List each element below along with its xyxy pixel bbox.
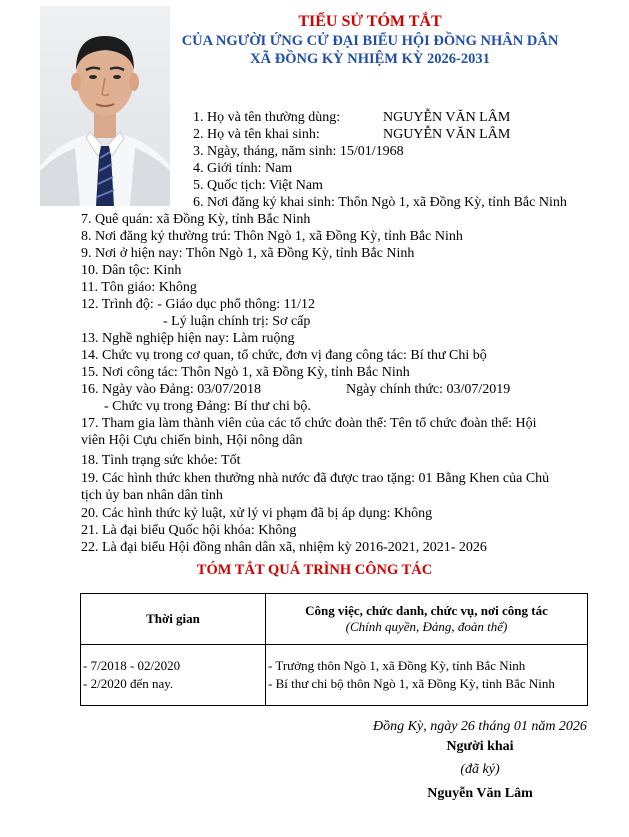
table-row (81, 645, 588, 706)
field-gender: 4. Giới tính: Nam (193, 161, 293, 176)
field-education: 12. Trình độ: - Giáo dục phổ thông: 11/12 (81, 297, 315, 312)
field-permanent-residence: 8. Nơi đăng ký thường trú: Thôn Ngò 1, xã Đồng Kỳ, tỉnh Bắc Ninh (81, 229, 463, 244)
field-organizations: 17. Tham gia làm thành viên của các tổ chức đoàn thể: Tên tổ chức đoàn thể: Hội (81, 416, 537, 431)
field-party-official-date: Ngày chính thức: 03/07/2019 (346, 382, 511, 397)
portrait-photo (40, 6, 170, 206)
field-national-assembly: 21. Là đại biểu Quốc hội khóa: Không (81, 523, 297, 538)
signature-place-date: Đồng Kỳ, ngày 26 tháng 01 năm 2026 (373, 719, 587, 734)
field-awards: 19. Các hình thức khen thưởng nhà nước đã được trao tặng: 01 Bằng Khen của Chủ (81, 471, 550, 486)
field-party-join-date: 16. Ngày vào Đảng: 03/07/2018 Ngày chính thức: 03/07/2019 (81, 382, 511, 397)
field-ethnicity: 10. Dân tộc: Kinh (81, 263, 182, 278)
field-council-terms: 22. Là đại biểu Hội đồng nhân dân xã, nhiệm kỳ 2016-2021, 2021- 2026 (81, 540, 487, 555)
column-header-subtitle: (Chính quyền, Đảng, đoàn thể) (345, 619, 508, 634)
field-current-residence: 9. Nơi ở hiện nay: Thôn Ngò 1, xã Đồng Kỳ, tỉnh Bắc Ninh (81, 246, 415, 261)
field-political-theory: - Lý luận chính trị: Sơ cấp (163, 314, 311, 329)
document-subtitle: CỦA NGƯỜI ỨNG CỬ ĐẠI BIỂU HỘI ĐỒNG NHÂN DÂN (181, 33, 559, 49)
field-dob: 3. Ngày, tháng, năm sinh: 15/01/1968 (193, 144, 404, 159)
field-health: 18. Tình trạng sức khỏe: Tốt (81, 453, 241, 468)
table-header-row (81, 594, 588, 645)
document-term: XÃ ĐỒNG KỲ NHIỆM KỲ 2026-2031 (250, 51, 490, 67)
field-workplace: 15. Nơi công tác: Thôn Ngò 1, xã Đồng Kỳ, tỉnh Bắc Ninh (81, 365, 410, 380)
field-common-name-value: NGUYỄN VĂN LÂM (383, 110, 511, 125)
field-hometown: 7. Quê quán: xã Đồng Kỳ, tỉnh Bắc Ninh (81, 212, 311, 227)
field-religion: 11. Tôn giáo: Không (81, 280, 197, 295)
signature-status: (đã ký) (460, 762, 500, 777)
field-birth-name: 2. Họ và tên khai sinh: NGUYỄN VĂN LÂM (193, 127, 511, 142)
signature-role: Người khai (446, 739, 514, 754)
field-party-position: - Chức vụ trong Đảng: Bí thư chi bộ. (104, 399, 311, 414)
field-nationality: 5. Quốc tịch: Việt Nam (193, 178, 323, 193)
field-birth-registration: 6. Nơi đăng ký khai sinh: Thôn Ngò 1, xã Đồng Kỳ, tỉnh Bắc Ninh (193, 195, 567, 210)
column-header-description: Công việc, chức danh, chức vụ, nơi công tác (Chính quyền, Đảng, đoàn thể) (266, 594, 588, 645)
field-organizations-cont: viên Hội Cựu chiến binh, Hội nông dân (81, 433, 303, 448)
field-awards-cont: tịch ủy ban nhân dân tỉnh (81, 488, 223, 503)
document-header (170, 12, 570, 68)
signature-name: Nguyễn Văn Lâm (427, 786, 533, 801)
work-history-title: TÓM TẮT QUÁ TRÌNH CÔNG TÁC (196, 562, 433, 578)
field-discipline: 20. Các hình thức kỷ luật, xử lý vi phạm đã bị áp dụng: Không (81, 506, 433, 521)
field-common-name: 1. Họ và tên thường dùng: NGUYỄN VĂN LÂM (193, 110, 511, 125)
description-cell: - Trưởng thôn Ngò 1, xã Đồng Kỳ, tỉnh Bắc Ninh - Bí thư chi bộ thôn Ngò 1, xã Đồng Kỳ, tỉnh Bắc Ninh (266, 645, 588, 706)
work-history-table (80, 593, 588, 706)
field-position: 14. Chức vụ trong cơ quan, tổ chức, đơn vị đang công tác: Bí thư Chi bộ (81, 348, 487, 363)
field-occupation: 13. Nghề nghiệp hiện nay: Làm ruộng (81, 331, 295, 346)
time-cell: - 7/2018 - 02/2020 - 2/2020 đến nay. (81, 645, 266, 706)
document-title: TIỂU SỬ TÓM TẮT (298, 13, 442, 30)
column-header-time: Thời gian (81, 594, 266, 645)
field-birth-name-value: NGUYỄN VĂN LÂM (383, 127, 511, 142)
